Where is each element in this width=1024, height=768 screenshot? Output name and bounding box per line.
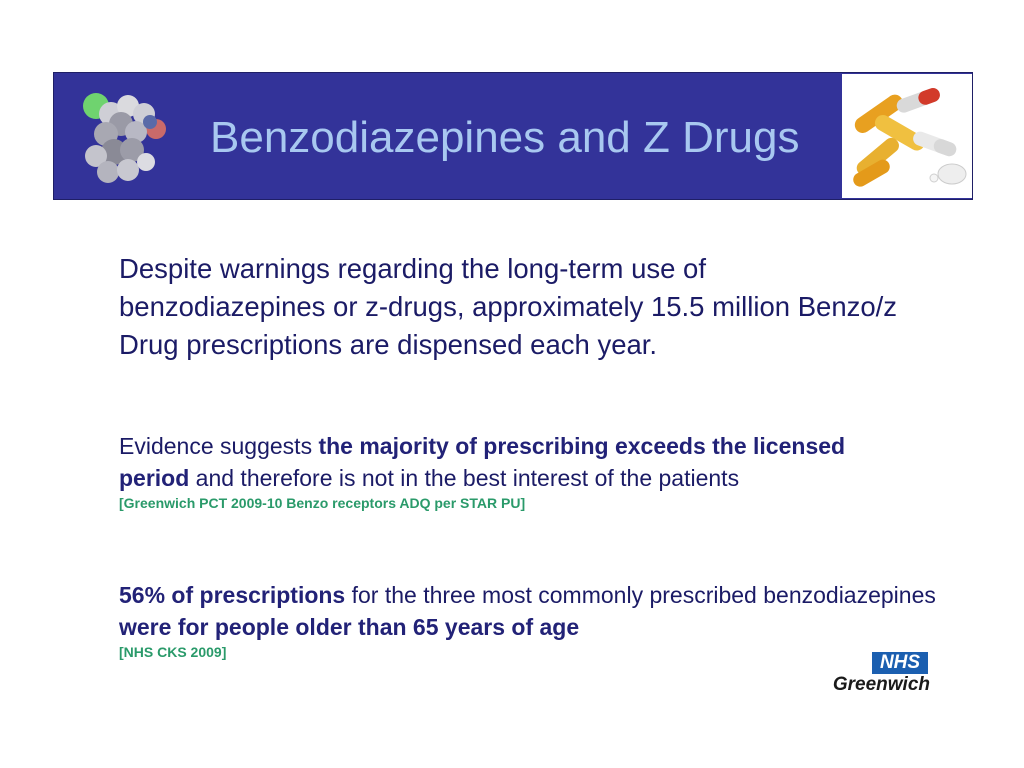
nhs-logo-subtitle: Greenwich (832, 674, 930, 695)
statistics-paragraph (119, 579, 939, 661)
evidence-lead: Evidence suggests (119, 433, 319, 459)
stat-bold-1: 56% of prescriptions (119, 582, 346, 608)
nhs-greenwich-logo (834, 652, 930, 696)
evidence-paragraph (119, 430, 919, 512)
nhs-logo-mark: NHS (872, 652, 928, 674)
molecule-model-image (66, 84, 176, 188)
stat-reference: [NHS CKS 2009] (119, 644, 227, 660)
slide-title: Benzodiazepines and Z Drugs (210, 113, 800, 162)
stat-mid: for the three most commonly prescribed benzodiazepines (345, 582, 936, 608)
pills-image (842, 74, 972, 198)
evidence-reference: [Greenwich PCT 2009-10 Benzo receptors ADQ per STAR PU] (119, 495, 526, 511)
intro-paragraph: Despite warnings regarding the long-term use of benzodiazepines or z-drugs, approximately 15.5 million Benzo/z Drug prescriptions are dispensed each year. (119, 253, 898, 360)
evidence-tail: and therefore is not in the best interest of the patients (189, 465, 740, 491)
evidence-bold: the majority of prescribing exceeds the licensed period (119, 433, 846, 491)
stat-bold-2: were for people older than 65 years of age (119, 614, 580, 640)
